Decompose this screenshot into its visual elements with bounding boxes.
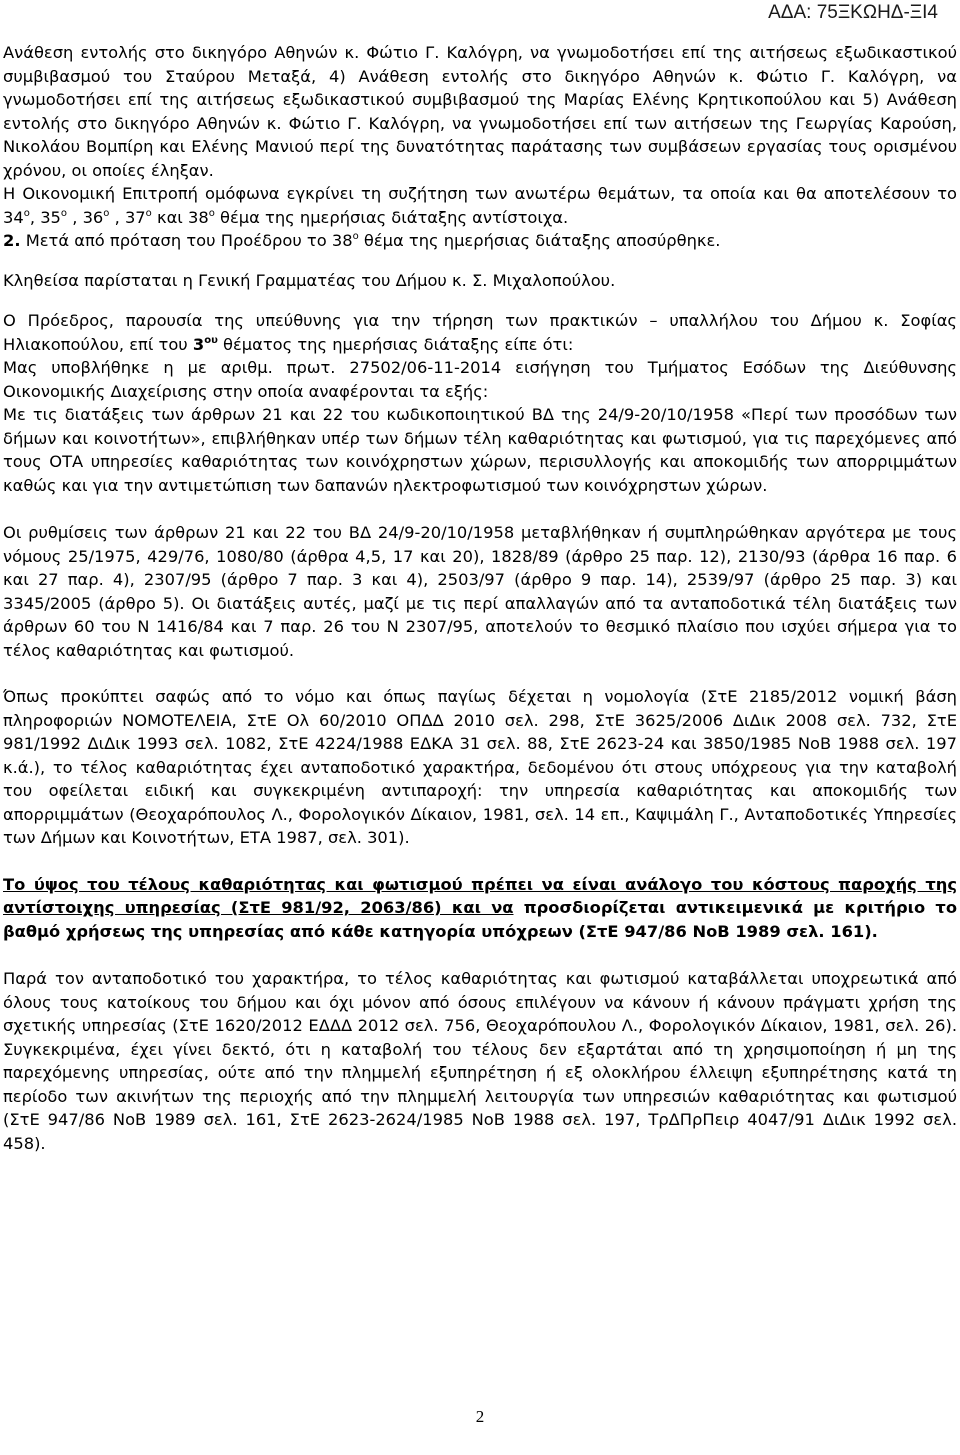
page-number: 2 xyxy=(475,1407,485,1426)
paragraph-committee-approval: Η Οικονομική Επιτροπή ομόφωνα εγκρίνει τη συζήτηση των ανωτέρω θεμάτων, τα οποία και θα αποτελέσουν το $34^o$, $35^o$ , $36^o$ , $37^o$ και $38^o$ θέμα της ημερήσιας διάταξης αντίστοιχα. xyxy=(3,184,957,227)
paragraph-amendments: Οι ρυθμίσεις των άρθρων 21 και 22 του ΒΔ 24/9-20/10/1958 μεταβλήθηκαν ή συμπληρώθηκαν αργότερα με τους νόμους 25/1975, 429/76, 1080/80 (άρθρα 4,5, 17 και 20), 1828/89 (άρθρο 25 παρ. 12), 2130/93 (άρθρα 16 παρ. 6 και 27 παρ. 4), 2307/95 (άρθρο 7 παρ. 3 και 4), 2503/97 (άρθρο 9 παρ. 14), 2539/97 (άρθρο 25 παρ. 3) και 3345/2005 (άρθρο 5). Οι διατάξεις αυτές, μαζί με τις περί απαλλαγών από τα ανταποδοτικά τέλη διατάξεις των άρθρων 60 του Ν 1416/84 και 7 παρ. 26 του Ν 2307/95, αποτελούν το θεσμικό πλαίσιο που ισχύει σήμερα για το τέλος καθαριότητας και φωτισμού. xyxy=(3,523,957,660)
item-number: 2. xyxy=(3,231,21,250)
paragraph-item-withdrawn: 2. Μετά από πρόταση του Προέδρου το $38^o$ θέμα της ημερήσιας διάταξης αποσύρθηκε. xyxy=(3,231,721,250)
paragraph-assignments: Ανάθεση εντολής στο δικηγόρο Αθηνών κ. Φώτιο Γ. Καλόγρη, να γνωμοδοτήσει επί της αιτήσεως εξωδικαστικού συμβιβασμού του Σταύρου Μεταξά, 4) Ανάθεση εντολής στο δικηγόρο Αθηνών κ. Φώτιο Γ. Καλόγρη, να γνωμοδοτήσει επί της αιτήσεως εξωδικαστικού συμβιβασμού της Μαρίας Ελένης Κρητικοπούλου και 5) Ανάθεση εντολής στο δικηγόρο Αθηνών κ. Φώτιο Γ. Καλόγρη, να γνωμοδοτήσει επί των αιτήσεων της Γεωργίας Καρούση, Νικολάου Βομπίρη και Ελένης Μανιού περί της δυνατότητας παράτασης των συμβάσεων εργασίας τους ορισμένου χρόνου, οι οποίες έληξαν. xyxy=(3,43,957,180)
ada-code: ΑΔΑ: 75ΞΚΩΗΔ-ΞΙ4 xyxy=(768,2,938,23)
paragraph-chair-statement: Ο Πρόεδρος, παρουσία της υπεύθυνης για την τήρηση των πρακτικών – υπαλλήλου του Δήμου κ. Σοφίας Ηλιακοπούλου, επί του $3^{o\upsilon}$ θέματος της ημερήσιας διάταξης είπε ότι: xyxy=(3,311,957,354)
paragraph-case-law: Όπως προκύπτει σαφώς από το νόμο και όπως παγίως δέχεται η νομολογία (ΣτΕ 2185/2012 νομική βάση πληροφοριών ΝΟΜΟΤΕΛΕΙΑ, ΣτΕ Ολ 60/2010 ΟΠΔΔ 2010 σελ. 298, ΣτΕ 3625/2006 ΔιΔικ 2008 σελ. 732, ΣτΕ 981/1992 ΔιΔικ 1993 σελ. 1082, ΣτΕ 4224/1988 ΕΔΚΑ 31 σελ. 88, ΣτΕ 2623-24 και 3850/1985 ΝοΒ 1988 σελ. 197 κ.ά.), το τέλος καθαριότητας έχει ανταποδοτικό χαρακτήρα, δεδομένου ότι στους υπόχρεους για την καταβολή του οφείλεται ειδική και συγκεκριμένη αντιπαροχή: την υπηρεσία καθαριότητας και αποκομιδής των απορριμμάτων (Θεοχαρόπουλος Λ., Φορολογικόν Δίκαιον, 1981, σελ. 14 επ., Καψιμάλη Γ., Ανταποδοτικές Υπηρεσίες των Δήμων και Κοινοτήτων, ΕΤΑ 1987, σελ. 301). xyxy=(3,687,957,847)
paragraph-fee-level: Το ύψος του τέλους καθαριότητας και φωτισμού πρέπει να είναι ανάλογο του κόστους παροχής της αντίστοιχης υπηρεσίας (ΣτΕ 981/92, 2063/86) και να προσδιορίζεται αντικειμενικά με κριτήριο το βαθμό χρήσεως της υπηρεσίας από κάθε κατηγορία υπόχρεων (ΣτΕ 947/86 ΝοΒ 1989 σελ. 161). xyxy=(3,874,958,941)
paragraph-submitted-report: Μας υποβλήθηκε η με αριθμ. πρωτ. 27502/06-11-2014 εισήγηση του Τμήματος Εσόδων της Διεύθυνσης Οικονομικής Διαχείρισης στην οποία αναφέρονται τα εξής: xyxy=(3,358,957,401)
paragraph-mandatory-payment: Παρά τον ανταποδοτικό του χαρακτήρα, το τέλος καθαριότητας και φωτισμού καταβάλλεται υποχρεωτικά από όλους τους κατοίκους του δήμου και όχι μόνον από όσους επιλέγουν να κάνουν ή κάνουν πράγματι χρήση της σχετικής υπηρεσίας (ΣτΕ 1620/2012 ΕΔΔΔ 2012 σελ. 756, Θεοχαρόπουλου Λ., Φορολογικόν Δίκαιον, 1981, σελ. 26). Συγκεκριμένα, έχει γίνει δεκτό, ότι η καταβολή του τέλους δεν εξαρτάται από τη χρησιμοποίηση ή μη της παρεχόμενης υπηρεσίας, ούτε από την πλημμελή εξυπηρέτηση ή εξ ολοκλήρου έλλειψη εξυπηρέτησης κατά τη περίοδο των ακινήτων της περιοχής από την πλημμελή λειτουργία των υπηρεσιών καθαριότητας και φωτισμού (ΣτΕ 947/86 ΝοΒ 1989 σελ. 161, ΣτΕ 2623-2624/1985 ΝοΒ 1988 σελ. 197, ΤρΔΠρΠειρ 4047/91 ΔιΔικ 1992 σελ. 458). xyxy=(3,969,957,1153)
paragraph-general-secretary: Κληθείσα παρίσταται η Γενική Γραμματέας του Δήμου κ. Σ. Μιχαλοπούλου. xyxy=(3,270,616,290)
document-body xyxy=(3,41,957,1155)
paragraph-legal-basis: Με τις διατάξεις των άρθρων 21 και 22 του κωδικοποιητικού ΒΔ της 24/9-20/10/1958 «Περί των προσόδων των δήμων και κοινοτήτων», επιβλήθηκαν υπέρ των δήμων τέλη καθαριότητας και φωτισμού, για τις παρεχόμενες από τους ΟΤΑ υπηρεσίες καθαριότητας των κοινόχρηστων χώρων, περισυλλογής και αποκομιδής των απορριμμάτων καθώς και για την αντιμετώπιση των δαπανών ηλεκτροφωτισμού των κοινόχρηστων χώρων. xyxy=(3,405,957,495)
